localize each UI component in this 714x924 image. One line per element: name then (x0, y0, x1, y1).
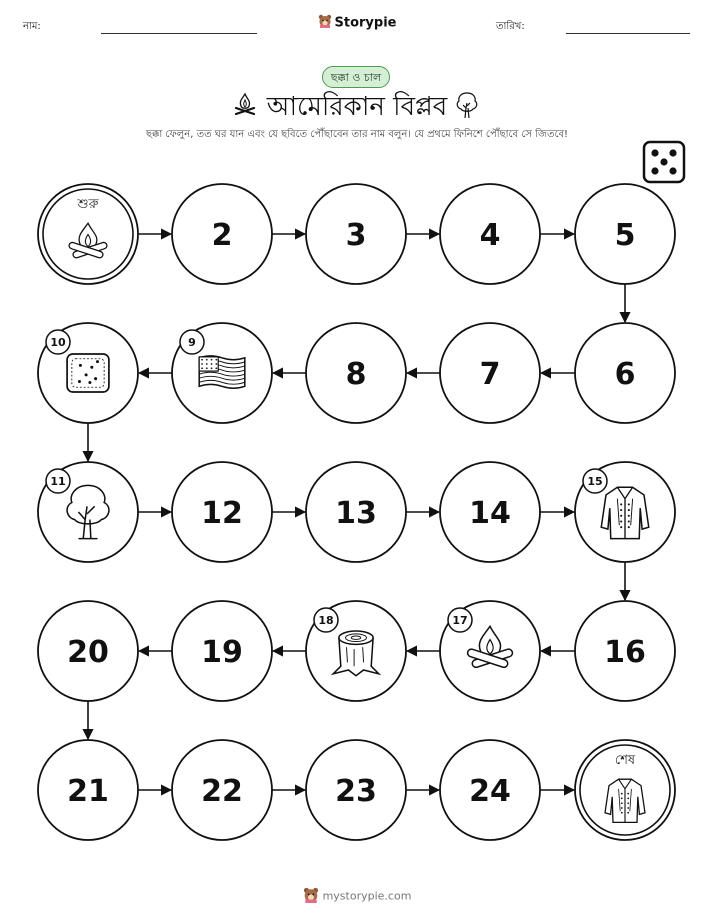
board-cell (306, 184, 406, 284)
board-cell (575, 184, 675, 284)
cell-number-badge (314, 608, 338, 632)
board-cell (575, 462, 675, 562)
name-label: নাম: (23, 21, 41, 32)
board-cell (172, 184, 272, 284)
cell-number: 12 (201, 496, 243, 531)
cell-number: 8 (345, 357, 367, 392)
cell-number: 24 (469, 774, 511, 809)
board-cell (440, 740, 540, 840)
board-cell (38, 462, 138, 562)
board-cell (440, 462, 540, 562)
cell-number: 4 (479, 218, 501, 253)
svg-text:9: 9 (188, 336, 196, 349)
board-cells (38, 184, 675, 840)
dice-pip (660, 158, 667, 165)
cell-number: 19 (201, 635, 243, 670)
board-cell (306, 740, 406, 840)
date-label: তারিখ: (496, 21, 525, 32)
american-flag-icon (199, 356, 245, 388)
board-cell (172, 740, 272, 840)
board-cell (575, 323, 675, 423)
cell-number: 22 (201, 774, 243, 809)
dice-pip (669, 149, 676, 156)
svg-text:11: 11 (50, 475, 66, 488)
start-label: শুরু (77, 197, 99, 212)
board-cell (172, 601, 272, 701)
brand-name: Storypie (334, 15, 397, 31)
dice-pip (651, 149, 658, 156)
cell-number-badge (46, 330, 70, 354)
cell-number-badge (180, 330, 204, 354)
finish-label: শেষ (614, 753, 636, 768)
svg-text:18: 18 (318, 614, 334, 627)
dice-pip (651, 167, 658, 174)
board-cell (440, 184, 540, 284)
board-cell (172, 462, 272, 562)
cell-number: 14 (469, 496, 511, 531)
page-title: আমেরিকান বিপ্লব (266, 92, 448, 122)
svg-text:10: 10 (50, 336, 66, 349)
cell-number-badge (583, 469, 607, 493)
tree-stump-icon (333, 631, 379, 676)
cell-number: 7 (479, 357, 501, 392)
cell-number: 13 (335, 496, 377, 531)
board-cell (440, 323, 540, 423)
cell-number: 5 (614, 218, 636, 253)
cell-number: 16 (604, 635, 646, 670)
cell-number: 3 (345, 218, 367, 253)
board-cell (575, 601, 675, 701)
cell-number-badge (46, 469, 70, 493)
board-cell (38, 601, 138, 701)
footer-url: mystorypie.com (322, 889, 412, 903)
start-cell (38, 184, 138, 284)
cell-number: 21 (67, 774, 109, 809)
board-cell (172, 323, 272, 423)
board-cell (38, 740, 138, 840)
dice-icon (644, 142, 684, 182)
cell-number-badge (448, 608, 472, 632)
cell-number: 20 (67, 635, 109, 670)
svg-text:15: 15 (587, 475, 603, 488)
footer (0, 887, 714, 906)
cell-number: 23 (335, 774, 377, 809)
board-cell (440, 601, 540, 701)
board-cell (38, 323, 138, 423)
hardtack-cracker-icon (67, 354, 109, 392)
dice-pip (669, 167, 676, 174)
svg-text:17: 17 (452, 614, 468, 627)
cell-number: 2 (211, 218, 233, 253)
storypie-bear-icon (303, 887, 319, 906)
instructions: ছক্কা ফেলুন, তত ঘর যান এবং যে ছবিতে পৌঁছাবেন তার নাম বলুন। যে প্রথমে ফিনিশে পৌঁছাবে সে জিতবে! (145, 129, 569, 140)
board-cell (306, 462, 406, 562)
board-cell (306, 601, 406, 701)
game-type-badge: ছক্কা ও চাল (322, 66, 390, 88)
board-cell (306, 323, 406, 423)
finish-cell (575, 740, 675, 840)
cell-number: 6 (614, 357, 636, 392)
